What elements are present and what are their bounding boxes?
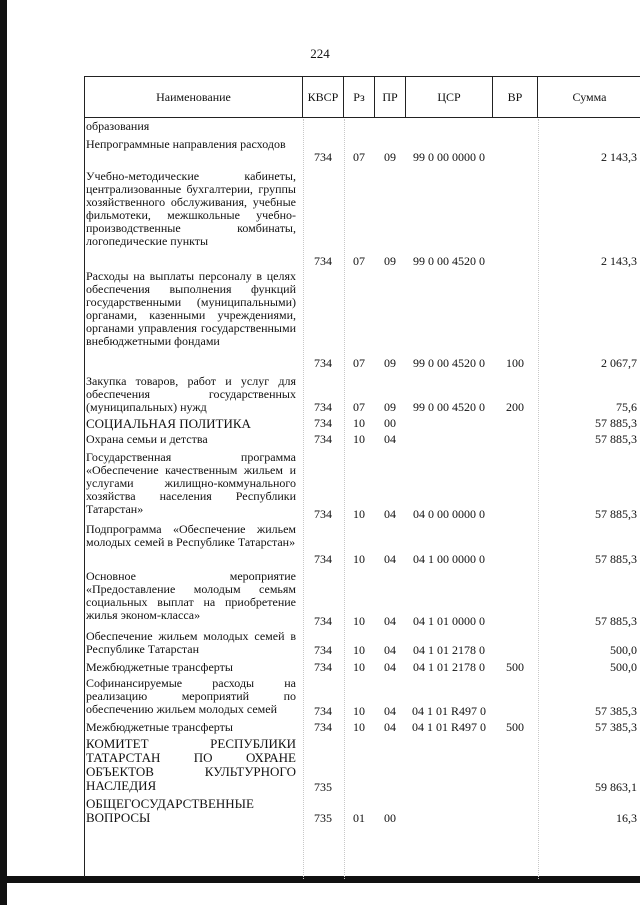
row-pr: 04 [384, 432, 396, 446]
row-sum: 57 885,3 [595, 614, 637, 628]
row-kvsr: 734 [314, 432, 332, 446]
row-name: Закупка товаров, работ и услуг для обеспечения государственных (муниципальных) нужд [86, 374, 296, 414]
row-pr: 09 [384, 254, 396, 268]
row-name: Подпрограмма «Обеспечение жильем молодых семей в Республике Татарстан» [86, 522, 296, 549]
row-sum: 57 885,3 [595, 416, 637, 430]
table-row [85, 138, 640, 164]
row-name: образования [86, 119, 150, 133]
row-pr: 04 [384, 643, 396, 657]
row-csr: 99 0 00 4520 0 [413, 400, 485, 414]
row-rz: 10 [353, 643, 365, 657]
page-number: 224 [310, 46, 330, 61]
row-rz: 07 [353, 254, 365, 268]
row-rz: 10 [353, 507, 365, 521]
row-rz: 10 [353, 704, 365, 718]
table-row [85, 451, 640, 523]
header-kvsr: КВСР [303, 77, 344, 118]
row-csr: 04 1 01 0000 0 [413, 614, 485, 628]
row-csr: 99 0 00 4520 0 [413, 356, 485, 370]
row-rz: 10 [353, 660, 365, 674]
row-name: Учебно-методические кабинеты, централизованные бухгалтерии, группы хозяйственного обслуживания, учебные фильмотеки, межшкольные учебно-производственные комбинаты, логопедические пункты [86, 169, 296, 248]
row-rz: 07 [353, 150, 365, 164]
table-row [85, 523, 640, 567]
row-pr: 04 [384, 660, 396, 674]
row-name: Межбюджетные трансферты [86, 660, 233, 674]
row-sum: 57 885,3 [595, 432, 637, 446]
header-vr: ВР [493, 77, 538, 118]
header-rz: Рз [344, 77, 375, 118]
row-pr: 00 [384, 416, 396, 430]
row-name: Основное мероприятие «Предоставление молодым семьям социальных выплат на приобретение жилья эконом-класса» [86, 569, 296, 622]
row-csr: 04 1 01 R497 0 [411, 720, 486, 734]
row-kvsr: 734 [314, 400, 332, 414]
row-sum: 57 885,3 [595, 507, 637, 521]
row-kvsr: 734 [314, 254, 332, 268]
row-csr: 99 0 00 0000 0 [413, 150, 485, 164]
row-name: Охрана семьи и детства [86, 432, 208, 446]
row-name: Обеспечение жильем молодых семей в Республике Татарстан [86, 629, 296, 656]
row-sum: 16,3 [616, 811, 637, 825]
row-sum: 2 143,3 [601, 254, 637, 268]
header-name: Наименование [85, 77, 303, 118]
table-row [85, 797, 640, 827]
row-rz: 10 [353, 720, 365, 734]
row-pr: 04 [384, 614, 396, 628]
row-kvsr: 734 [314, 356, 332, 370]
row-kvsr: 735 [314, 780, 332, 794]
row-kvsr: 734 [314, 720, 332, 734]
row-pr: 09 [384, 356, 396, 370]
table-row [85, 630, 640, 658]
row-sum: 500,0 [610, 643, 637, 657]
row-name: ОБЩЕГОСУДАРСТВЕННЫЕ ВОПРОСЫ [86, 796, 254, 825]
row-sum: 500,0 [610, 660, 637, 674]
row-name: КОМИТЕТ РЕСПУБЛИКИ ТАТАРСТАН ПО ОХРАНЕ ОБЪЕКТОВ КУЛЬТУРНОГО НАСЛЕДИЯ [86, 736, 296, 793]
row-sum: 59 863,1 [595, 780, 637, 794]
row-rz: 01 [353, 811, 365, 825]
row-rz: 07 [353, 356, 365, 370]
row-sum: 57 885,3 [595, 552, 637, 566]
row-sum: 2 067,7 [601, 356, 637, 370]
row-sum: 2 143,3 [601, 150, 637, 164]
row-rz: 10 [353, 552, 365, 566]
row-csr: 04 1 01 R497 0 [411, 704, 486, 718]
row-sum: 57 385,3 [595, 704, 637, 718]
row-rz: 10 [353, 432, 365, 446]
row-vr: 500 [506, 720, 524, 734]
row-pr: 04 [384, 552, 396, 566]
row-vr: 200 [506, 400, 524, 414]
row-kvsr: 734 [314, 704, 332, 718]
table-row [85, 375, 640, 414]
header-csr: ЦСР [406, 77, 493, 118]
row-csr: 04 1 01 2178 0 [413, 643, 485, 657]
row-csr: 99 0 00 4520 0 [413, 254, 485, 268]
row-sum: 57 385,3 [595, 720, 637, 734]
row-vr: 100 [506, 356, 524, 370]
row-kvsr: 734 [314, 507, 332, 521]
row-kvsr: 734 [314, 643, 332, 657]
row-pr: 04 [384, 704, 396, 718]
row-rz: 10 [353, 614, 365, 628]
row-name: СОЦИАЛЬНАЯ ПОЛИТИКА [86, 416, 251, 431]
row-pr: 09 [384, 150, 396, 164]
table-row [85, 677, 640, 719]
row-csr: 04 1 01 2178 0 [413, 660, 485, 674]
row-kvsr: 734 [314, 660, 332, 674]
row-kvsr: 734 [314, 614, 332, 628]
row-kvsr: 734 [314, 150, 332, 164]
scan-bottom-border [0, 876, 640, 883]
row-name: Межбюджетные трансферты [86, 720, 233, 734]
row-vr: 500 [506, 660, 524, 674]
row-name: Софинансируемые расходы на реализацию мероприятий по обеспечению жильем молодых семей [86, 676, 296, 716]
header-pr: ПР [375, 77, 406, 118]
row-name: Государственная программа «Обеспечение качественным жильем и услугами жилищно-коммунального хозяйства населения Республики Татарстан» [86, 450, 296, 516]
row-csr: 04 0 00 0000 0 [413, 507, 485, 521]
row-kvsr: 734 [314, 552, 332, 566]
row-pr: 00 [384, 811, 396, 825]
table-row [85, 169, 640, 268]
row-rz: 07 [353, 400, 365, 414]
scan-left-border [0, 0, 7, 905]
row-pr: 09 [384, 400, 396, 414]
row-sum: 75,6 [616, 400, 637, 414]
row-rz: 10 [353, 416, 365, 430]
row-csr: 04 1 00 0000 0 [413, 552, 485, 566]
row-kvsr: 735 [314, 811, 332, 825]
header-sum: Сумма [538, 77, 640, 118]
table-row [85, 737, 640, 797]
row-name: Непрограммные направления расходов [86, 137, 286, 151]
row-kvsr: 734 [314, 416, 332, 430]
row-pr: 04 [384, 720, 396, 734]
budget-table [84, 76, 640, 877]
row-name: Расходы на выплаты персоналу в целях обеспечения выполнения функций государственными (муниципальными) органами, казенными учреждениями, органами управления государственными внебюджетными фондами [86, 269, 296, 348]
table-row [85, 570, 640, 629]
row-pr: 04 [384, 507, 396, 521]
table-row [85, 270, 640, 374]
